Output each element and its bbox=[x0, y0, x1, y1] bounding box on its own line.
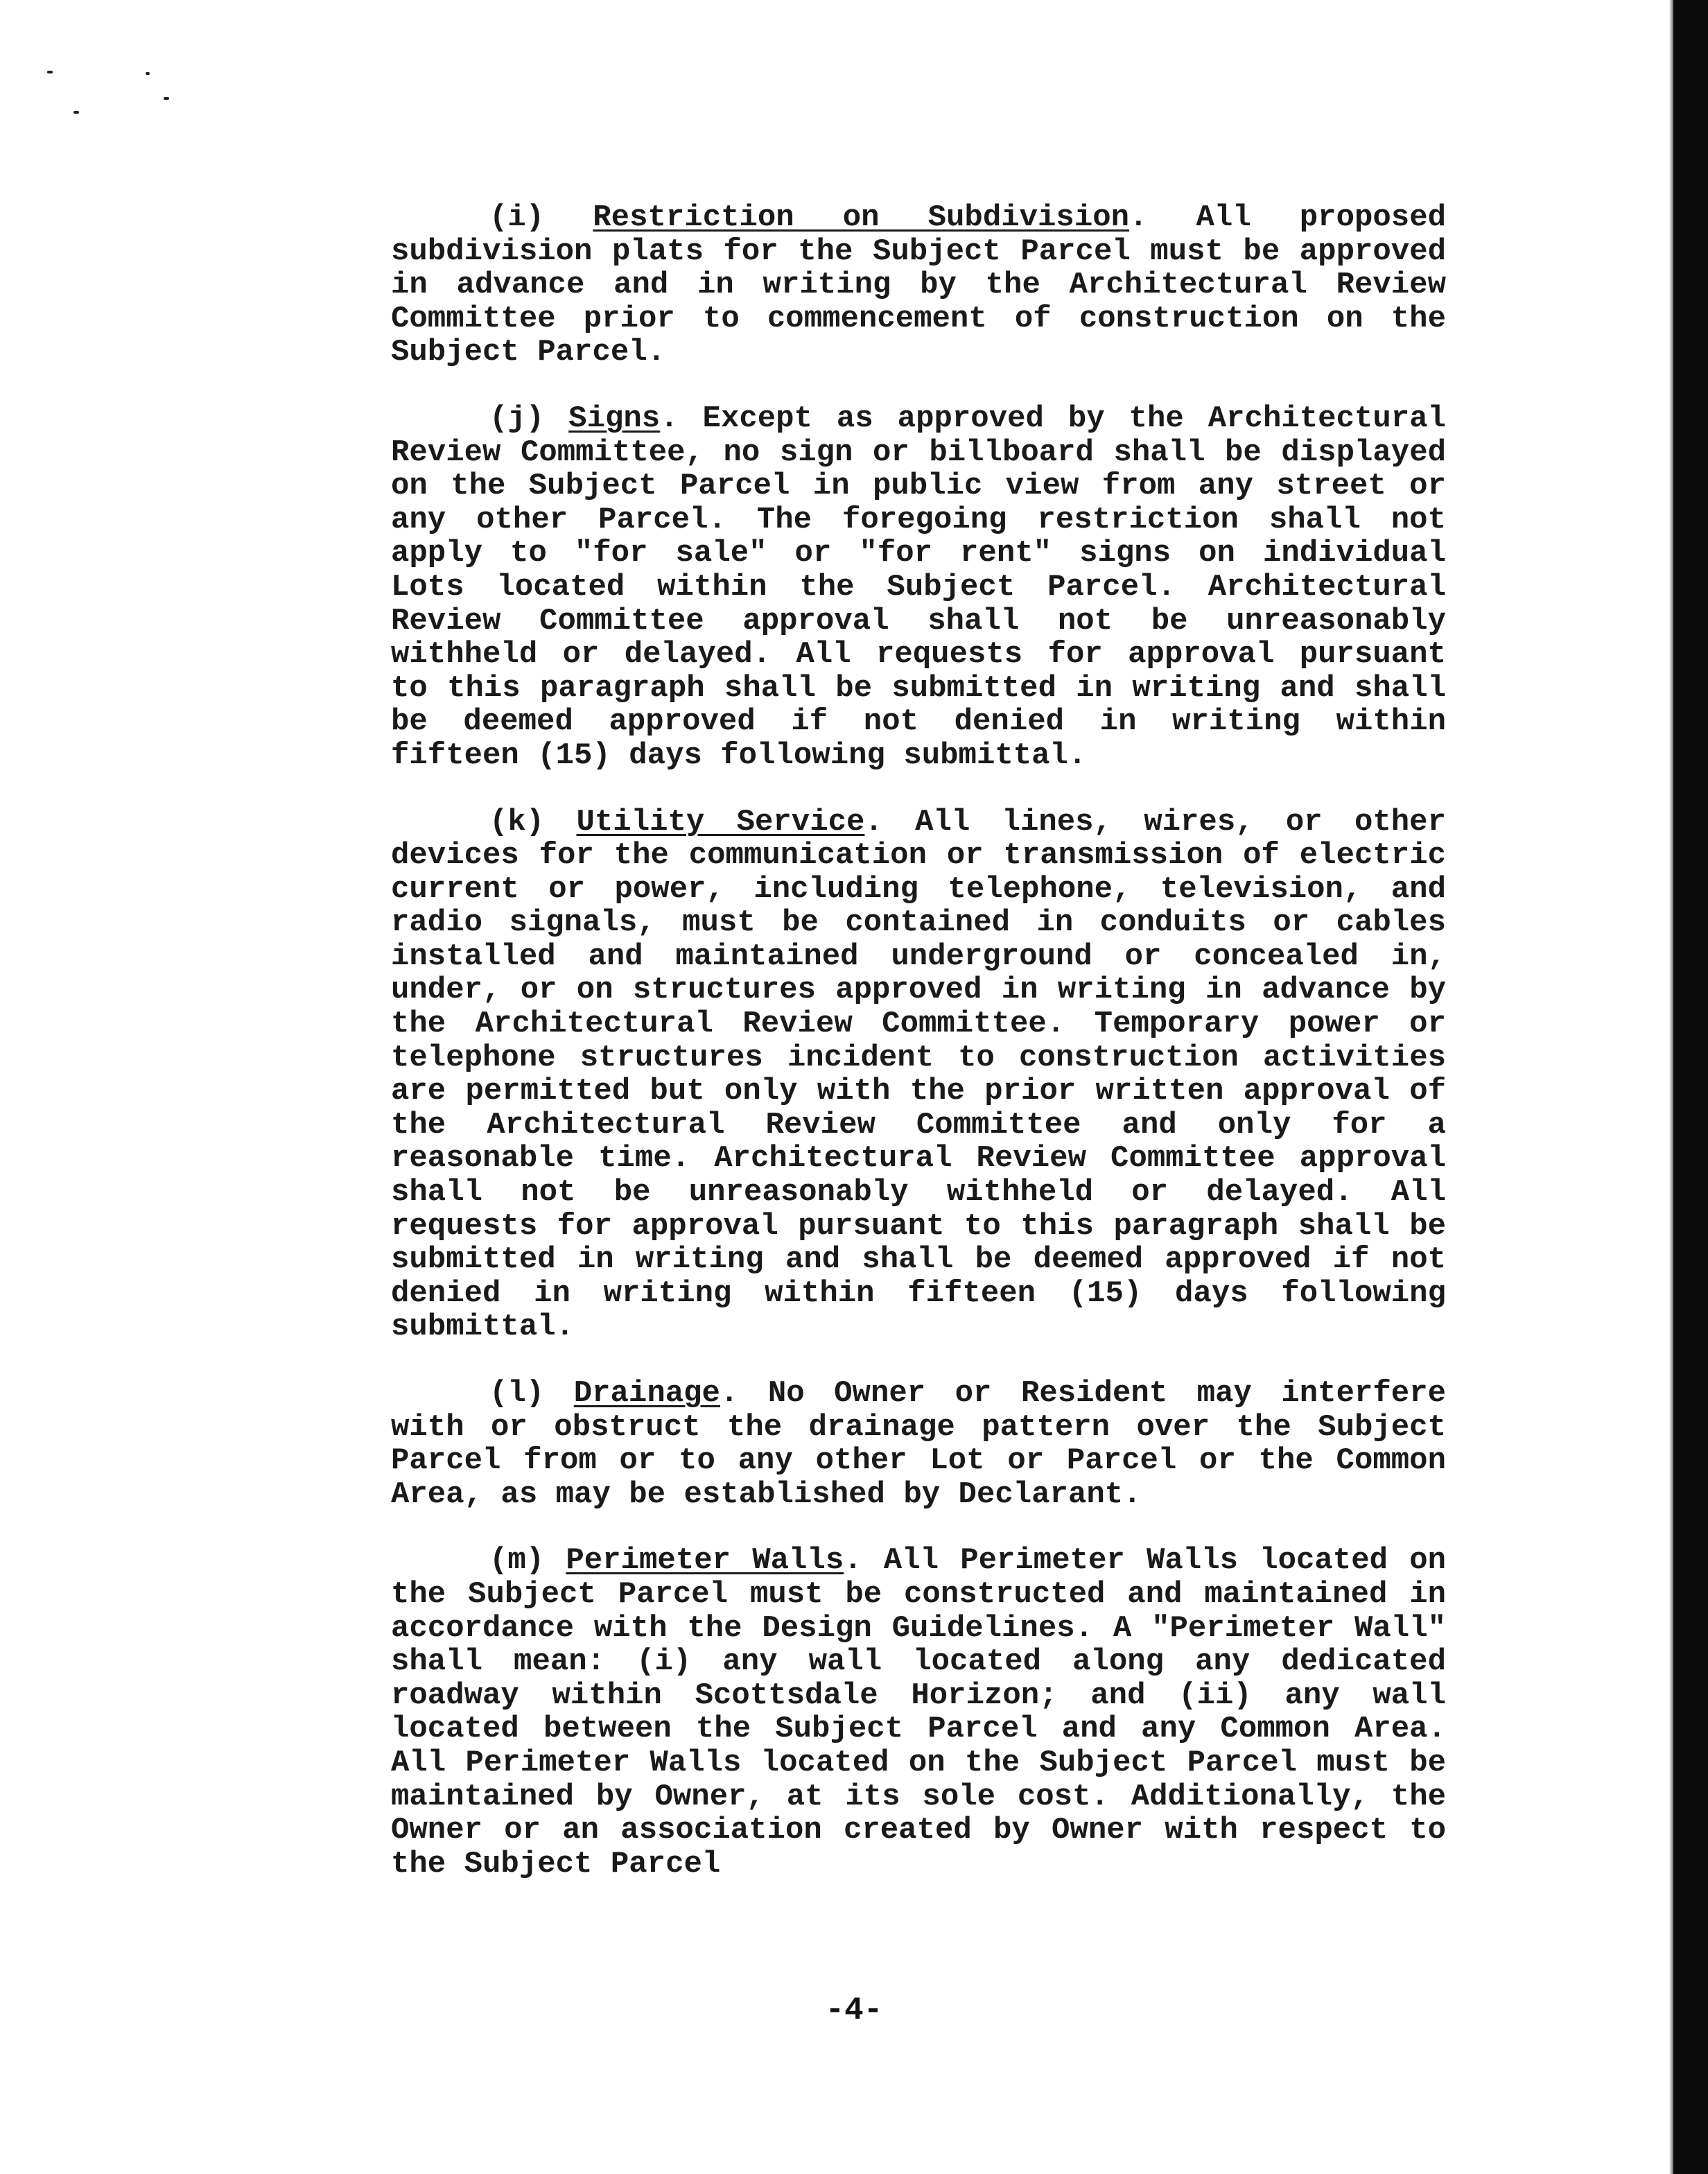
scan-speck bbox=[146, 72, 150, 75]
paragraph-utility-service bbox=[391, 806, 1446, 1345]
paragraph-heading: Signs bbox=[568, 401, 661, 436]
paragraph-perimeter-walls bbox=[391, 1544, 1446, 1881]
paragraph-text: . No Owner or Resident may interfere with or obstruct the drainage pattern over the Subject Parcel from or to any other Lot or Parcel or the Common Area, as may be established by Declarant. bbox=[391, 1376, 1447, 1512]
paragraph-label: (m) bbox=[489, 1543, 545, 1579]
paragraph-text: . All proposed subdivision plats for the Subject Parcel must be approved in advance and in writing by the Architectural Review Committee prior to commencement of construction on the Subject Parcel. bbox=[391, 200, 1446, 370]
paragraph-drainage bbox=[391, 1377, 1446, 1511]
paragraph-restriction-on-subdivision bbox=[391, 201, 1446, 369]
scan-edge bbox=[1673, 0, 1708, 2174]
paragraph-heading: Utility Service bbox=[576, 804, 865, 840]
scan-speck bbox=[73, 111, 79, 114]
paragraph-text: . All lines, wires, or other devices for the communication or transmission of electric current or power, including telephone, television, and radio signals, must be contained in conduits or cables installed and maintained underground or concealed in, under, or on structures approved in writing in advance by the Architectural Review Committee. Temporary power or telephone structures incident to construction activities are permitted but only with the prior written approval of the Architectural Review Committee and only for a reasonable time. Architectural Review Committee approval shall not be unreasonably withheld or delayed. All requests for approval pursuant to this paragraph shall be submitted in writing and shall be deemed approved if not denied in writing within fifteen (15) days following submittal. bbox=[391, 804, 1446, 1345]
paragraph-heading: Perimeter Walls bbox=[566, 1543, 844, 1579]
document-body bbox=[391, 201, 1446, 1913]
scan-speck bbox=[47, 71, 53, 73]
paragraph-label: (l) bbox=[489, 1376, 545, 1411]
paragraph-heading: Restriction on Subdivision bbox=[593, 200, 1130, 235]
scan-speck bbox=[164, 97, 169, 100]
paragraph-label: (i) bbox=[489, 200, 545, 235]
paragraph-label: (j) bbox=[489, 401, 545, 436]
paragraph-text: . All Perimeter Walls located on the Subject Parcel must be constructed and maintained in accordance with the Design Guidelines. A "Perimeter Wall" shall mean: (i) any wall located along any dedicated roadway within Scottsdale Horizon; and (ii) any wall located between the Subject Parcel and any Common Area. All Perimeter Walls located on the Subject Parcel must be maintained by Owner, at its sole cost. Additionally, the Owner or an association created by Owner with respect to the Subject Parcel bbox=[391, 1543, 1446, 1881]
paragraph-label: (k) bbox=[489, 804, 545, 840]
page-number: -4- bbox=[825, 1992, 883, 2028]
paragraph-text: . Except as approved by the Architectural Review Committee, no sign or billboard shall be displayed on the Subject Parcel in public view from any street or any other Parcel. The foregoing restriction shall not apply to "for sale" or "for rent" signs on individual Lots located within the Subject Parcel. Architectural Review Committee approval shall not be unreasonably withheld or delayed. All requests for approval pursuant to this paragraph shall be submitted in writing and shall be deemed approved if not denied in writing within fifteen (15) days following submittal. bbox=[391, 401, 1447, 773]
paragraph-heading: Drainage bbox=[573, 1376, 720, 1411]
paragraph-signs bbox=[391, 402, 1446, 773]
